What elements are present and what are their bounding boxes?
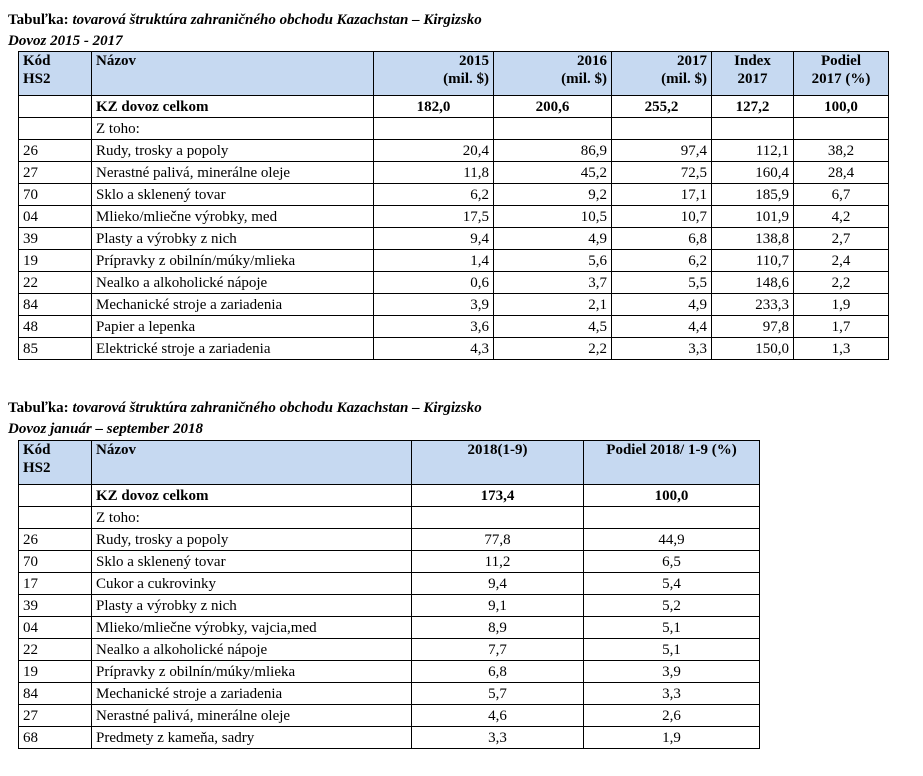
row-index: 233,3: [712, 294, 794, 316]
table-row: [19, 162, 889, 184]
table-row: [19, 184, 889, 206]
table2-header-row: [19, 441, 760, 485]
table-row: [19, 727, 760, 749]
table-row: [19, 639, 760, 661]
row-name: Prípravky z obilnín/múky/mlieka: [92, 661, 412, 683]
table1: [18, 51, 889, 360]
table-row: [19, 316, 889, 338]
table-row: [19, 529, 760, 551]
total-podiel: 100,0: [794, 96, 889, 118]
table-row: [19, 617, 760, 639]
total-2016: 200,6: [494, 96, 612, 118]
row-2015: 6,2: [374, 184, 494, 206]
row-index: 138,8: [712, 228, 794, 250]
row-code: 04: [19, 206, 92, 228]
table-row: [19, 551, 760, 573]
row-podiel: 1,9: [584, 727, 760, 749]
row-name: Plasty a výrobky z nich: [92, 228, 374, 250]
row-2018: 9,4: [412, 573, 584, 595]
row-2018: 3,3: [412, 727, 584, 749]
row-index: 185,9: [712, 184, 794, 206]
table2-body: [19, 529, 760, 749]
row-name: Mlieko/mliečne výrobky, vajcia,med: [92, 617, 412, 639]
total-name: KZ dovoz celkom: [92, 96, 374, 118]
total-index: 127,2: [712, 96, 794, 118]
row-2018: 9,1: [412, 595, 584, 617]
row-2015: 3,9: [374, 294, 494, 316]
row-2015: 11,8: [374, 162, 494, 184]
row-code: 19: [19, 661, 92, 683]
table1-title-label: Tabuľka:: [8, 12, 69, 28]
row-2017: 5,5: [612, 272, 712, 294]
row-2018: 5,7: [412, 683, 584, 705]
row-2017: 4,9: [612, 294, 712, 316]
row-index: 110,7: [712, 250, 794, 272]
row-code: 84: [19, 294, 92, 316]
row-name: Predmety z kameňa, sadry: [92, 727, 412, 749]
table-row: [19, 228, 889, 250]
row-2015: 1,4: [374, 250, 494, 272]
row-code: 26: [19, 140, 92, 162]
row-name: Plasty a výrobky z nich: [92, 595, 412, 617]
row-2018: 7,7: [412, 639, 584, 661]
row-code: 26: [19, 529, 92, 551]
row-2018: 11,2: [412, 551, 584, 573]
row-code: 27: [19, 705, 92, 727]
row-code: 39: [19, 595, 92, 617]
table2-title-label: Tabuľka:: [8, 400, 69, 416]
row-podiel: 1,9: [794, 294, 889, 316]
table-row: [19, 705, 760, 727]
row-2017: 17,1: [612, 184, 712, 206]
header-index: Index 2017: [712, 52, 794, 96]
row-2017: 6,2: [612, 250, 712, 272]
row-podiel: 4,2: [794, 206, 889, 228]
table1-title-text: tovarová štruktúra zahraničného obchodu Kazachstan – Kirgizsko: [72, 12, 482, 28]
row-podiel: 5,1: [584, 617, 760, 639]
row-2016: 10,5: [494, 206, 612, 228]
table-row: [19, 294, 889, 316]
row-podiel: 3,9: [584, 661, 760, 683]
row-name: Cukor a cukrovinky: [92, 573, 412, 595]
table2: [18, 440, 760, 749]
table2-title: [8, 399, 482, 417]
row-podiel: 2,7: [794, 228, 889, 250]
row-code: 48: [19, 316, 92, 338]
row-name: Nerastné palivá, minerálne oleje: [92, 705, 412, 727]
row-podiel: 5,2: [584, 595, 760, 617]
header-kod: Kód HS2: [19, 441, 92, 485]
table-row: [19, 206, 889, 228]
row-code: 27: [19, 162, 92, 184]
row-podiel: 1,7: [794, 316, 889, 338]
header-2017: 2017 (mil. $): [612, 52, 712, 96]
ztoho-label: Z toho:: [92, 507, 412, 529]
row-podiel: 6,7: [794, 184, 889, 206]
row-2017: 4,4: [612, 316, 712, 338]
row-2017: 10,7: [612, 206, 712, 228]
row-name: Sklo a sklenený tovar: [92, 551, 412, 573]
row-name: Sklo a sklenený tovar: [92, 184, 374, 206]
row-2015: 9,4: [374, 228, 494, 250]
row-name: Nealko a alkoholické nápoje: [92, 639, 412, 661]
row-name: Mlieko/mliečne výrobky, med: [92, 206, 374, 228]
header-2015: 2015 (mil. $): [374, 52, 494, 96]
header-nazov: Názov: [92, 52, 374, 96]
table1-subtitle: Dovoz 2015 - 2017: [8, 33, 123, 49]
row-2016: 9,2: [494, 184, 612, 206]
row-index: 150,0: [712, 338, 794, 360]
row-podiel: 3,3: [584, 683, 760, 705]
table-row: [19, 595, 760, 617]
row-index: 148,6: [712, 272, 794, 294]
row-2017: 3,3: [612, 338, 712, 360]
row-podiel: 5,1: [584, 639, 760, 661]
row-2018: 8,9: [412, 617, 584, 639]
total-podiel: 100,0: [584, 485, 760, 507]
row-2018: 6,8: [412, 661, 584, 683]
table-row: [19, 661, 760, 683]
table-row: [19, 573, 760, 595]
table2-ztoho-row: [19, 507, 760, 529]
total-name: KZ dovoz celkom: [92, 485, 412, 507]
row-name: Nealko a alkoholické nápoje: [92, 272, 374, 294]
row-2016: 3,7: [494, 272, 612, 294]
row-code: 19: [19, 250, 92, 272]
row-2015: 20,4: [374, 140, 494, 162]
table-row: [19, 272, 889, 294]
row-2015: 4,3: [374, 338, 494, 360]
row-code: 04: [19, 617, 92, 639]
row-name: Nerastné palivá, minerálne oleje: [92, 162, 374, 184]
header-kod: Kód HS2: [19, 52, 92, 96]
row-podiel: 1,3: [794, 338, 889, 360]
row-code: 39: [19, 228, 92, 250]
row-2017: 6,8: [612, 228, 712, 250]
row-name: Elektrické stroje a zariadenia: [92, 338, 374, 360]
total-code: [19, 485, 92, 507]
table1-body: [19, 140, 889, 360]
header-podiel: Podiel 2017 (%): [794, 52, 889, 96]
row-2018: 4,6: [412, 705, 584, 727]
row-podiel: 2,6: [584, 705, 760, 727]
row-2016: 45,2: [494, 162, 612, 184]
row-podiel: 28,4: [794, 162, 889, 184]
row-index: 160,4: [712, 162, 794, 184]
row-index: 97,8: [712, 316, 794, 338]
row-2016: 4,5: [494, 316, 612, 338]
row-2015: 0,6: [374, 272, 494, 294]
header-podiel: Podiel 2018/ 1-9 (%): [584, 441, 760, 485]
row-index: 101,9: [712, 206, 794, 228]
row-name: Mechanické stroje a zariadenia: [92, 294, 374, 316]
row-name: Prípravky z obilnín/múky/mlieka: [92, 250, 374, 272]
row-2016: 86,9: [494, 140, 612, 162]
total-code: [19, 96, 92, 118]
ztoho-label: Z toho:: [92, 118, 374, 140]
table-row: [19, 338, 889, 360]
row-2017: 97,4: [612, 140, 712, 162]
header-2018: 2018(1-9): [412, 441, 584, 485]
table1-total-row: [19, 96, 889, 118]
row-name: Rudy, trosky a popoly: [92, 529, 412, 551]
row-2015: 3,6: [374, 316, 494, 338]
row-2016: 2,1: [494, 294, 612, 316]
row-podiel: 44,9: [584, 529, 760, 551]
row-name: Papier a lepenka: [92, 316, 374, 338]
row-2016: 5,6: [494, 250, 612, 272]
row-name: Rudy, trosky a popoly: [92, 140, 374, 162]
table-row: [19, 250, 889, 272]
table2-subtitle: Dovoz január – september 2018: [8, 421, 203, 437]
table1-title: [8, 11, 482, 29]
table2-total-row: [19, 485, 760, 507]
table-row: [19, 140, 889, 162]
row-index: 112,1: [712, 140, 794, 162]
row-podiel: 38,2: [794, 140, 889, 162]
row-code: 85: [19, 338, 92, 360]
row-2016: 4,9: [494, 228, 612, 250]
total-2017: 255,2: [612, 96, 712, 118]
row-podiel: 6,5: [584, 551, 760, 573]
row-podiel: 2,4: [794, 250, 889, 272]
row-2018: 77,8: [412, 529, 584, 551]
row-2017: 72,5: [612, 162, 712, 184]
row-name: Mechanické stroje a zariadenia: [92, 683, 412, 705]
row-code: 17: [19, 573, 92, 595]
table2-title-text: tovarová štruktúra zahraničného obchodu Kazachstan – Kirgizsko: [72, 400, 482, 416]
row-code: 68: [19, 727, 92, 749]
table1-header-row: [19, 52, 889, 96]
total-2018: 173,4: [412, 485, 584, 507]
table-row: [19, 683, 760, 705]
row-2016: 2,2: [494, 338, 612, 360]
row-podiel: 5,4: [584, 573, 760, 595]
total-2015: 182,0: [374, 96, 494, 118]
table1-ztoho-row: [19, 118, 889, 140]
header-nazov: Názov: [92, 441, 412, 485]
header-2016: 2016 (mil. $): [494, 52, 612, 96]
row-code: 84: [19, 683, 92, 705]
row-code: 22: [19, 639, 92, 661]
row-code: 70: [19, 184, 92, 206]
row-2015: 17,5: [374, 206, 494, 228]
row-code: 22: [19, 272, 92, 294]
row-code: 70: [19, 551, 92, 573]
row-podiel: 2,2: [794, 272, 889, 294]
